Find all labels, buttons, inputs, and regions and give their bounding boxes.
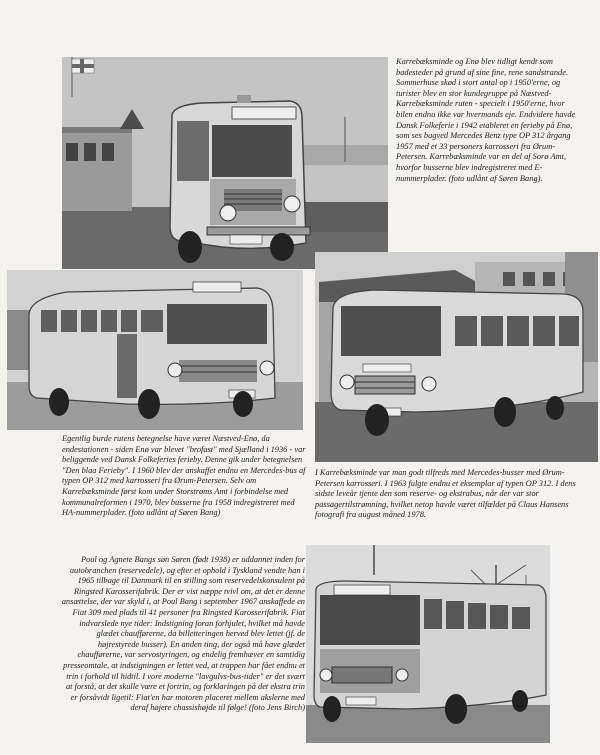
caption-1: Karrebæksminde og Enø blev tidligt kendt som badesteder på grund af sine fine, rene sandstrande. Sommerhuse skød i stort antal op i 1950'erne, og turister blev en stor kundegruppe på Næstved-Karrebæksminde ruten - specielt i 1950'erne, hvor bilen endnu ikke var hvermands eje. Endvidere havde Dansk Folkeferie i 1942 etableret en ferieby på Enø, som ses bagved Mercedes Benz type OP 312 årgang 1957 med et 33 personers karrosseri fra Ørum-Petersen. Karrebæksminde var en del af Sorø Amt, hvorfor busserne blev indregistreret med E-nummerplader. (foto udlånt af Søren Bang). bbox=[396, 57, 576, 183]
photo-bus-1960-mercedes bbox=[7, 270, 303, 430]
caption-2: Egentlig burde rutens betegnelse have været Næstved-Enø, da endestationen - siden Enø var blevet "brofast" med Sjælland i 1936 - var beliggende ved Dansk Folkeferies ferieby. Denne gik under betegnelsen "Den blaa Ferieby". I 1960 blev der anskaffet endnu en Mercedes-bus af typen OP 312 med karrosseri fra Ørum-Petersen. Selv om Karrebæksminde først kom under Storstrøms Amt i forbindelse med kommunalreformen i 1970, blev busserne fra 1958 indregistreret med HA-nummerplader. (foto udlånt af Søren Bang) bbox=[62, 434, 306, 518]
photo-bus-1967-fiat-309 bbox=[306, 545, 550, 743]
photo-bus-1963-mercedes bbox=[315, 252, 598, 462]
photo-bus-1957-mercedes bbox=[62, 57, 388, 269]
caption-3: I Karrebæksminde var man godt tilfreds med Mercedes-busser med Ørum-Petersen karrosseri. I 1963 fulgte endnu et eksemplar af typen OP 312. I dens sidste leveår tjente den som reserve- og ekstrabus, når der var stor passagertilstrømning, hvilket netop havde været tilfældet på Claus Hansens fotografi fra august måned 1978. bbox=[315, 468, 576, 520]
caption-4: Poul og Agnete Bangs søn Søren (født 1938) er uddannet inden for autobranchen (reservedele), og efter et ophold i Tyskland vendte han i 1965 tilbage til Danmark til en stilling som reservedelskonsulent på Ringsted Karosserifabrik. Der er vist næppe tvivl om, at det er denne ansættelse, der var skyld i, at Poul Bang i september 1967 anskaffede en Fiat 309 med plads til 41 personer fra Ringsted Karosserifabrik. Fiat indvarslede nye tider: Indstigning foran forhjulet, hvilket må havde glædet chaufførerne, da billetteringen herved blev lettet (jf. de højrestyrede busser). En anden ting, der også må have glædet chaufførerne, var servostyringen, og endelig fremhæver en samtidig presseomtale, at indstigningen er lettet ved, at trappen har fået endnu et trin i forhold til hidtil. I vore moderne "lavgulvs-bus-tider" er det svært at forstå, at det skulle være et fortrin, og forklaringen på det ekstra trin er forsåvidt ligetil: Fiat'en har motoren placeret mellem akslerne med deraf højere chassishøjde til følge! (foto Jens Birch) bbox=[61, 555, 305, 713]
